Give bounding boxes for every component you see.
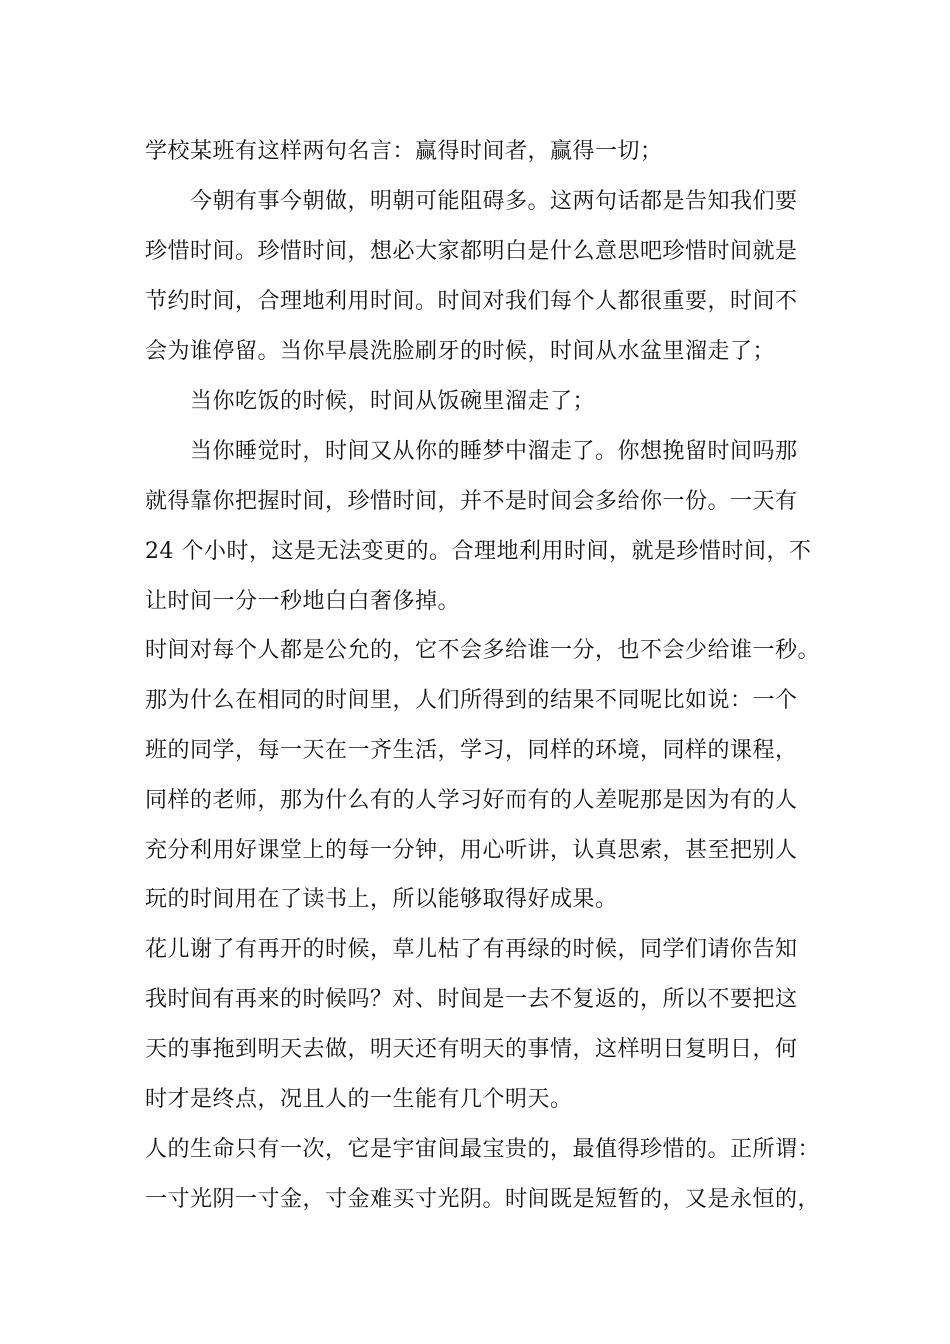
text-line-5: 会为谁停留。当你早晨洗脸刷牙的时候，时间从水盆里溜走了；	[145, 339, 776, 364]
text-line-4: 节约时间，合理地利用时间。时间对我们每个人都很重要，时间不	[145, 289, 798, 314]
text-line-10: 让时间一分一秒地白白奢侈掉。	[145, 589, 461, 614]
text-line-19: 天的事拖到明天去做，明天还有明天的事情，这样明日复明日，何	[145, 1037, 798, 1062]
text-line-1: 学校某班有这样两句名言：赢得时间者，赢得一切；	[145, 139, 663, 164]
text-line-11: 时间对每个人都是公允的，它不会多给谁一分，也不会少给谁一秒。	[145, 638, 821, 663]
text-line-13: 班的同学，每一天在一齐生活，学习，同样的环境，同样的课程，	[145, 738, 798, 763]
text-line-17: 花儿谢了有再开的时候，草儿枯了有再绿的时候，同学们请你告知	[145, 937, 798, 962]
text-line-9: 24 个小时，这是无法变更的。合理地利用时间，就是珍惜时间，不	[145, 539, 812, 564]
text-line-14: 同样的老师，那为什么有的人学习好而有的人差呢那是因为有的人	[145, 788, 798, 813]
text-line-21: 人的生命只有一次，它是宇宙间最宝贵的，最值得珍惜的。正所谓：	[145, 1137, 821, 1162]
text-line-20: 时才是终点，况且人的一生能有几个明天。	[145, 1087, 573, 1112]
text-line-12: 那为什么在相同的时间里，人们所得到的结果不同呢比如说：一个	[145, 688, 798, 713]
text-line-15: 充分利用好课堂上的每一分钟，用心听讲，认真思索，甚至把别人	[145, 838, 798, 863]
text-line-3: 珍惜时间。珍惜时间，想必大家都明白是什么意思吧珍惜时间就是	[145, 239, 798, 264]
text-line-8: 就得靠你把握时间，珍惜时间，并不是时间会多给你一份。一天有	[145, 489, 798, 514]
text-line-7: 当你睡觉时，时间又从你的睡梦中溜走了。你想挽留时间吗那	[190, 439, 798, 464]
text-line-2: 今朝有事今朝做，明朝可能阻碍多。这两句话都是告知我们要	[190, 189, 798, 214]
text-line-22: 一寸光阴一寸金，寸金难买寸光阴。时间既是短暂的，又是永恒的，	[145, 1187, 821, 1212]
text-line-16: 玩的时间用在了读书上，所以能够取得好成果。	[145, 887, 618, 912]
text-line-18: 我时间有再来的时候吗？对、时间是一去不复返的，所以不要把这	[145, 987, 798, 1012]
text-line-6: 当你吃饭的时候，时间从饭碗里溜走了；	[190, 389, 596, 414]
